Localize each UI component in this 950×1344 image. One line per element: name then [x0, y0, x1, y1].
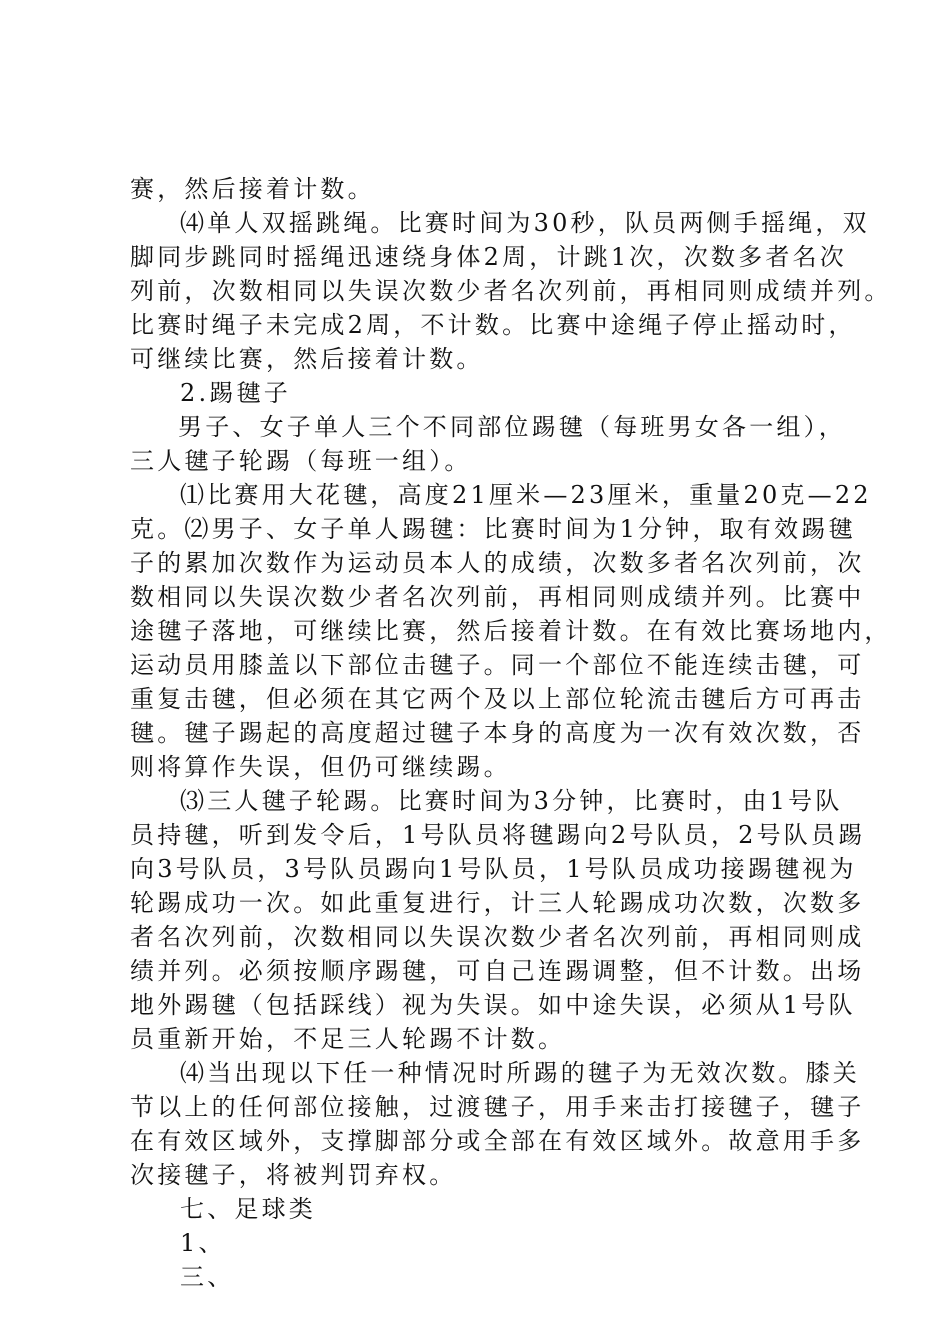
text-line: 员持毽，听到发令后，1号队员将毽踢向2号队员，2号队员踢 [130, 821, 866, 849]
text-line: 绩并列。必须按顺序踢毽，可自己连踢调整，但不计数。出场 [130, 957, 865, 985]
text-line: 运动员用膝盖以下部位击毽子。同一个部位不能连续击毽，可 [130, 651, 865, 679]
section-heading: 1、 [180, 1229, 226, 1257]
text-line: 子的累加次数作为运动员本人的成绩，次数多者名次列前，次 [130, 549, 865, 577]
text-line: 员重新开始，不足三人轮踢不计数。 [130, 1025, 566, 1053]
text-line: 数相同以失误次数少者名次列前，再相同则成绩并列。比赛中 [130, 583, 865, 611]
text-line: 在有效区域外，支撑脚部分或全部在有效区域外。故意用手多 [130, 1127, 865, 1155]
text-line: 毽。毽子踢起的高度超过毽子本身的高度为一次有效次数，否 [130, 719, 865, 747]
text-line: ⑷单人双摇跳绳。比赛时间为30秒，队员两侧手摇绳，双 [180, 209, 870, 237]
section-heading: 三、 [180, 1263, 235, 1291]
text-line: 脚同步跳同时摇绳迅速绕身体2周，计跳1次，次数多者名次 [130, 243, 847, 271]
text-line: 则将算作失误，但仍可继续踢。 [130, 753, 511, 781]
text-line: 三人毽子轮踢（每班一组）。 [130, 447, 472, 475]
text-line: 向3号队员，3号队员踢向1号队员，1号队员成功接踢毽视为 [130, 855, 857, 883]
text-line: 次接毽子，将被判罚弃权。 [130, 1161, 457, 1189]
text-line: 地外踢毽（包括踩线）视为失误。如中途失误，必须从1号队 [130, 991, 856, 1019]
text-line: 节以上的任何部位接触，过渡毽子，用手来击打接毽子，毽子 [130, 1093, 865, 1121]
text-line: 列前，次数相同以失误次数少者名次列前，再相同则成绩并列。 [130, 277, 892, 305]
text-line: 轮踢成功一次。如此重复进行，计三人轮踢成功次数，次数多 [130, 889, 865, 917]
section-heading: 2.踢毽子 [180, 379, 291, 407]
text-line: ⑷当出现以下任一种情况时所踢的毽子为无效次数。膝关 [180, 1059, 860, 1087]
text-line: ⑴比赛用大花毽，高度21厘米—23厘米，重量20克—22 [180, 481, 872, 509]
text-line: 比赛时绳子未完成2周，不计数。比赛中途绳子停止摇动时， [130, 311, 856, 339]
text-line: 克。⑵男子、女子单人踢毽：比赛时间为1分钟，取有效踢毽 [130, 515, 856, 543]
text-line: 者名次列前，次数相同以失误次数少者名次列前，再相同则成 [130, 923, 865, 951]
text-line: 男子、女子单人三个不同部位踢毽（每班男女各一组）， [178, 413, 846, 441]
text-line: ⑶三人毽子轮踢。比赛时间为3分钟，比赛时，由1号队 [180, 787, 843, 815]
text-line: 可继续比赛，然后接着计数。 [130, 345, 484, 373]
section-heading: 七、足球类 [180, 1195, 316, 1223]
text-line: 重复击毽，但必须在其它两个及以上部位轮流击毽后方可再击 [130, 685, 865, 713]
text-line: 赛，然后接着计数。 [130, 175, 375, 203]
text-line: 途毽子落地，可继续比赛，然后接着计数。在有效比赛场地内， [130, 617, 892, 645]
